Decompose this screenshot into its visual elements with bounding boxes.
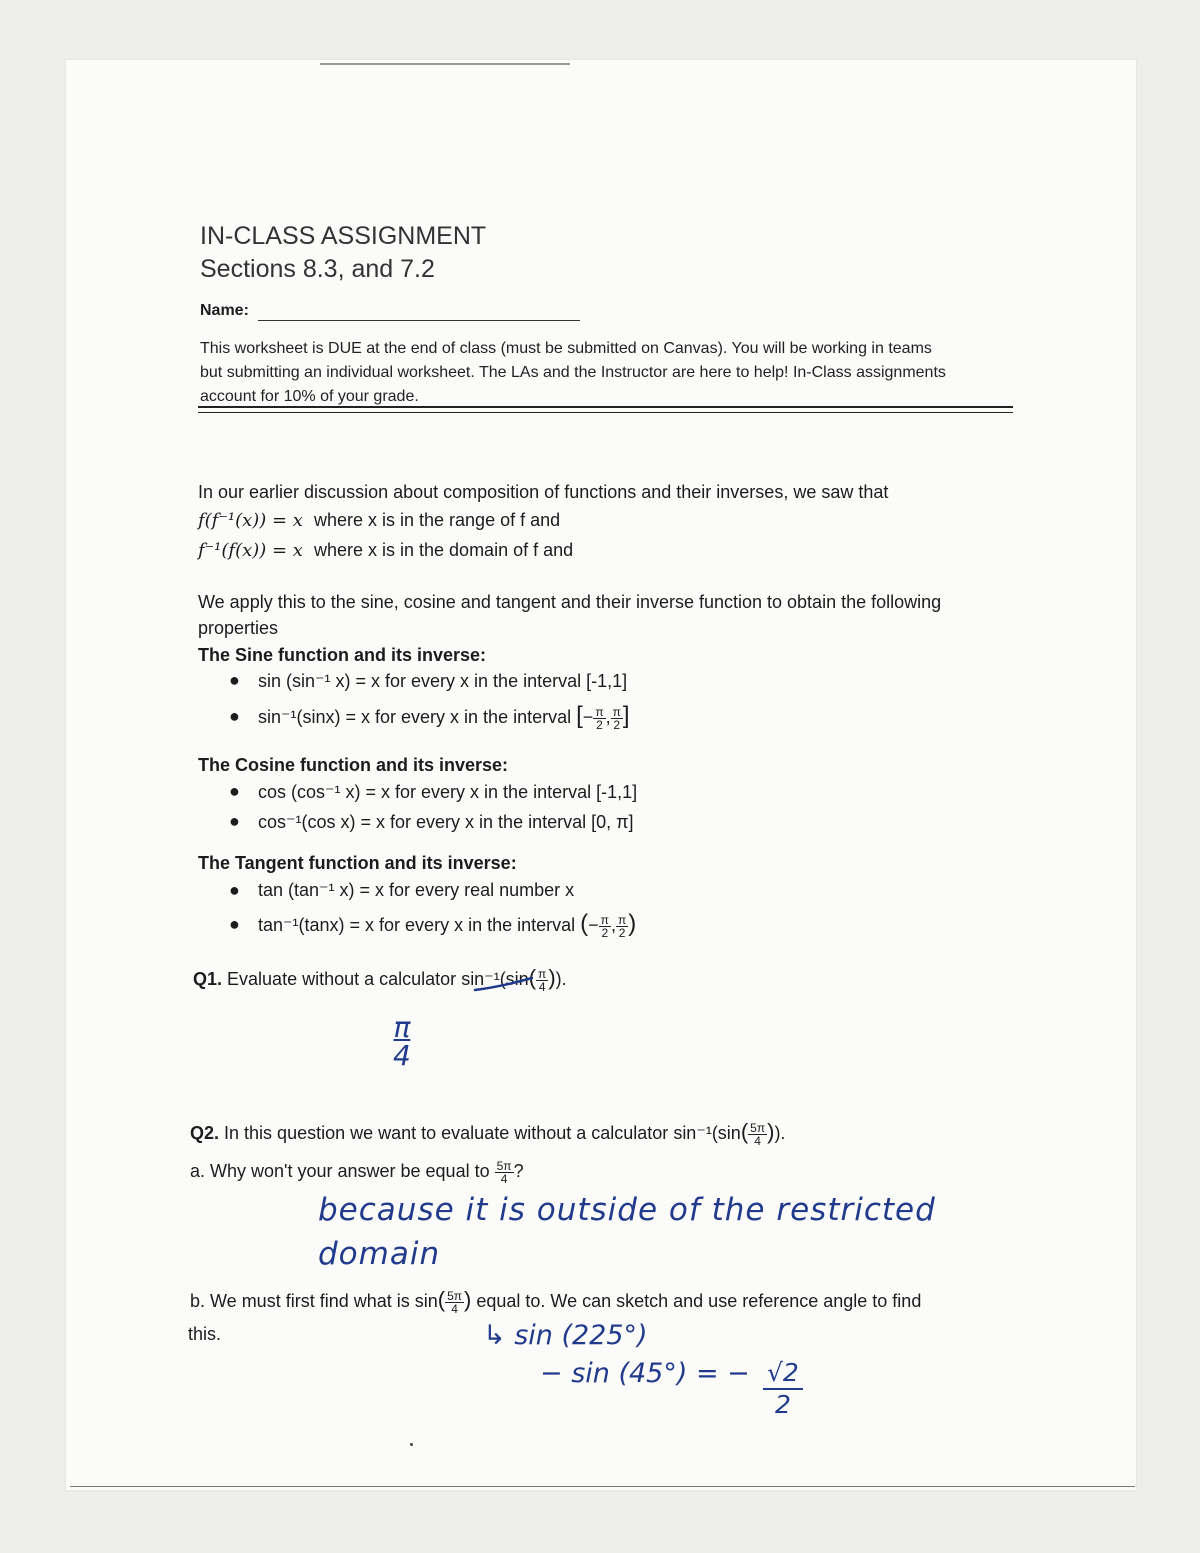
q2a-handwritten-answer-1: because it is outside of the restricted xyxy=(318,1192,936,1228)
paren-close: ) xyxy=(628,910,637,937)
q2b-handwritten-answer-1: ↳ sin (225°) xyxy=(483,1320,648,1351)
q2-text: In this question we want to evaluate without a calculator xyxy=(224,1123,669,1143)
q2a-handwritten-answer-2: domain xyxy=(318,1236,441,1272)
fraction: $\frac{\pi}{2}$ xyxy=(612,704,621,732)
q2a-text: a. Why won't your answer be equal to xyxy=(190,1161,490,1181)
q2b-handwritten-answer-2: − sin (45°) = − xyxy=(540,1358,750,1389)
composition-eq-2 xyxy=(198,536,573,565)
q2b-prompt-line-2: this. xyxy=(188,1324,222,1344)
q1-prompt: Q1. Evaluate without a calculator sin⁻¹(sin( $\frac{\pi}{4}$ )). xyxy=(193,965,567,994)
name-label: Name: xyxy=(200,302,249,319)
scan-artifact-line xyxy=(320,63,570,65)
sine-heading: The Sine function and its inverse: xyxy=(198,645,487,665)
composition-eq-1 xyxy=(198,506,560,535)
bullet-dot: ● xyxy=(229,811,240,831)
tangent-property-1: tan (tan⁻¹ x) = x for every real number x xyxy=(258,880,575,900)
sine-property-1: sin (sin⁻¹ x) = x for every x in the interval [-1,1] xyxy=(258,671,628,691)
q1-handwritten-answer: π 4 xyxy=(393,1011,411,1072)
sine-property-2-text: sin⁻¹(sinx) = x for every x in the interval xyxy=(258,707,572,727)
minus-sign: − xyxy=(588,915,599,935)
cosine-property-1: cos (cos⁻¹ x) = x for every x in the interval [-1,1] xyxy=(258,782,638,802)
fraction: $\frac{\pi}{2}$ xyxy=(595,704,604,732)
bracket-close: ] xyxy=(622,702,630,729)
header-rule-top xyxy=(198,406,1013,408)
tangent-property-2-text: tan⁻¹(tanx) = x for every x in the interval xyxy=(258,915,576,935)
header-rule-bottom xyxy=(198,412,1013,413)
tangent-heading: The Tangent function and its inverse: xyxy=(198,853,517,873)
composition-lead: In our earlier discussion about composition of functions and their inverses, we saw that xyxy=(198,482,889,502)
q1-label: Q1. xyxy=(193,969,223,989)
fraction: $\frac{5\pi}{4}$ xyxy=(447,1288,463,1316)
fraction: $\frac{\pi}{2}$ xyxy=(617,912,627,940)
fraction: $\frac{5\pi}{4}$ xyxy=(750,1120,766,1148)
q2-prompt: Q2. In this question we want to evaluate without a calculator sin⁻¹(sin( $\frac{5\pi}{4}$ )). xyxy=(190,1119,786,1148)
sine-property-2 xyxy=(258,702,630,731)
bracket-open: [ xyxy=(576,702,583,729)
ink-speck xyxy=(410,1443,413,1446)
q2-expr: sin⁻¹(sin xyxy=(673,1123,741,1143)
fraction: $\frac{5\pi}{4}$ xyxy=(496,1158,512,1186)
eq2-text: where x is in the domain of f and xyxy=(313,540,574,560)
minus-sign: − xyxy=(582,707,594,727)
comma: , xyxy=(605,707,611,727)
fraction: $\frac{\pi}{4}$ xyxy=(538,966,547,994)
eq1-text: where x is in the range of f and xyxy=(313,510,561,530)
eq2-math: f⁻¹(f(x)) = x xyxy=(198,540,303,561)
bullet-dot: ● xyxy=(229,880,240,900)
intro-line-1: This worksheet is DUE at the end of class (must be submitted on Canvas). You will be working in teams xyxy=(200,340,932,357)
q2-label: Q2. xyxy=(190,1123,220,1143)
cosine-property-2: cos⁻¹(cos x) = x for every x in the interval [0, π] xyxy=(258,812,634,832)
q1-expr: sin⁻¹(sin xyxy=(461,969,529,989)
q2b-text: b. We must first find what is sin xyxy=(190,1291,438,1311)
assignment-title: IN-CLASS ASSIGNMENT xyxy=(200,222,487,250)
q2b-prompt: b. We must first find what is sin( $\frac{5\pi}{4}$ ) equal to. We can sketch and use reference angle to find xyxy=(190,1287,922,1316)
bullet-dot: ● xyxy=(229,670,240,690)
eq1-math: f(f⁻¹(x)) = x xyxy=(198,510,303,531)
name-blank[interactable] xyxy=(258,320,580,321)
cosine-heading: The Cosine function and its inverse: xyxy=(198,755,509,775)
q2b-text-2: equal to. We can sketch and use reference angle to find xyxy=(476,1291,922,1311)
q1-text: Evaluate without a calculator xyxy=(227,969,457,989)
bullet-dot: ● xyxy=(229,706,240,726)
tangent-property-2 xyxy=(258,910,636,939)
comma: , xyxy=(610,915,616,935)
fraction: $\frac{\pi}{2}$ xyxy=(600,912,609,940)
q2b-handwritten-fraction: √2 2 xyxy=(763,1358,803,1420)
bullet-dot: ● xyxy=(229,781,240,801)
bullet-dot: ● xyxy=(229,914,240,934)
page-bottom-edge xyxy=(70,1486,1135,1487)
sections-subtitle: Sections 8.3, and 7.2 xyxy=(200,255,435,283)
intro-line-2: but submitting an individual worksheet. The LAs and the Instructor are here to help! In-Class assignments xyxy=(200,364,946,381)
intro-line-3: account for 10% of your grade. xyxy=(200,388,419,405)
apply-line-1: We apply this to the sine, cosine and tangent and their inverse function to obtain the following xyxy=(198,592,942,612)
pen-underline-mark xyxy=(470,975,540,995)
q2a-prompt: a. Why won't your answer be equal to $\frac{5\pi}{4}$ ? xyxy=(190,1158,524,1186)
apply-line-2: properties xyxy=(198,618,279,638)
paren-open: ( xyxy=(580,910,589,937)
